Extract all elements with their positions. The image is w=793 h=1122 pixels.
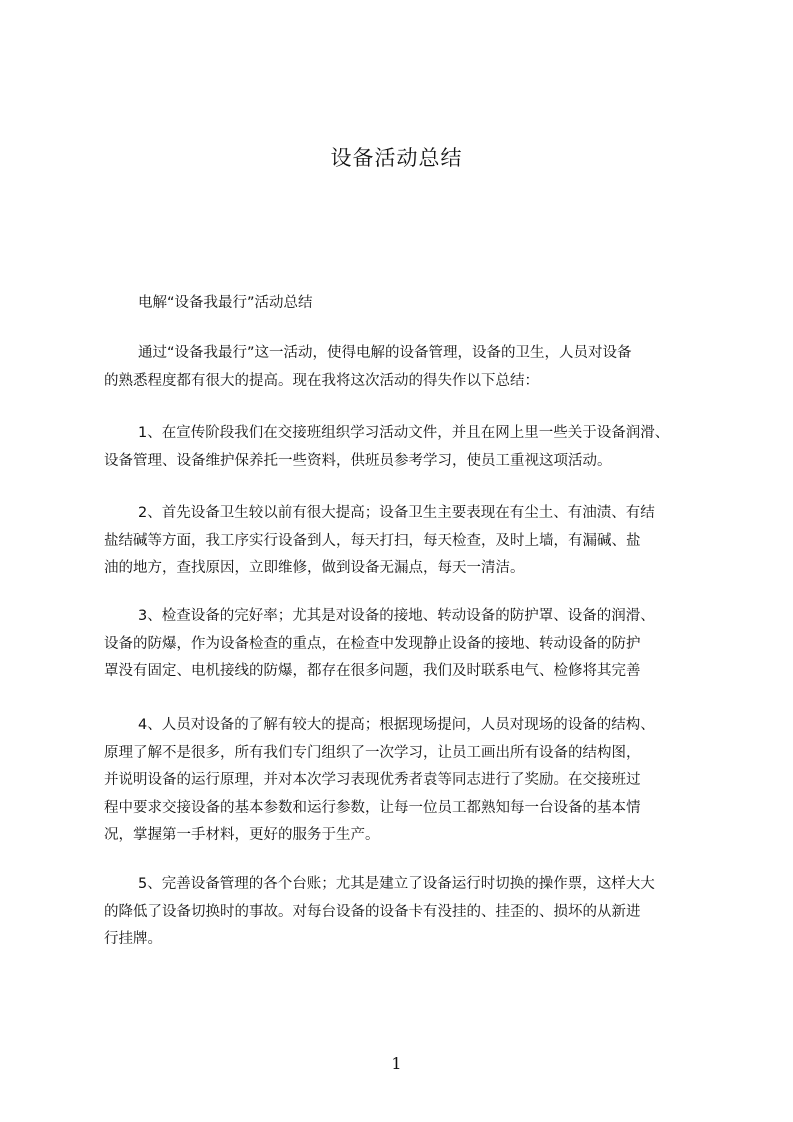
paragraph-item-5 bbox=[104, 871, 704, 954]
document-subtitle: 电解“设备我最行”活动总结 bbox=[138, 295, 313, 311]
paragraph-line: 设备管理、设备维护保养托一些资料，供班员参考学习，使员工重视这项活动。 bbox=[104, 452, 612, 469]
paragraph-item-3 bbox=[104, 603, 704, 686]
paragraph-line: 设备的防爆，作为设备检查的重点，在检查中发现静止设备的接地、转动设备的防护 bbox=[104, 635, 641, 652]
paragraph-line: 4、人员对设备的了解有较大的提高；根据现场提问，人员对现场的设备的结构、 bbox=[138, 717, 655, 733]
paragraph-item-2 bbox=[104, 500, 704, 583]
paragraph-line: 盐结碱等方面，我工序实行设备到人，每天打扫，每天检查，及时上墙，有漏碱、盐 bbox=[104, 532, 641, 549]
paragraph-line: 的熟悉程度都有很大的提高。现在我将这次活动的得失作以下总结： bbox=[104, 372, 539, 389]
paragraph-item-1 bbox=[104, 420, 704, 475]
paragraph-line: 况，掌握第一手材料，更好的服务于生产。 bbox=[104, 827, 380, 843]
page-title: 设备活动总结 bbox=[330, 146, 463, 170]
paragraph-intro bbox=[104, 340, 704, 395]
paragraph-line: 油的地方，查找原因，立即维修，做到设备无漏点，每天一清洁。 bbox=[104, 560, 525, 576]
paragraph-line: 原理了解不是很多，所有我们专门组织了一次学习，让员工画出所有设备的结构图， bbox=[104, 744, 641, 761]
paragraph-line: 通过“设备我最行”这一活动，使得电解的设备管理，设备的卫生，人员对设备 bbox=[138, 345, 632, 361]
paragraph-line: 2、首先设备卫生较以前有很大提高；设备卫生主要表现在有尘土、有油渍、有结 bbox=[138, 505, 655, 521]
paragraph-line: 3、检查设备的完好率；尤其是对设备的接地、转动设备的防护罩、设备的润滑、 bbox=[138, 608, 655, 624]
paragraph-line: 罩没有固定、电机接线的防爆，都存在很多问题，我们及时联系电气、检修将其完善 bbox=[104, 663, 641, 679]
page-number: 1 bbox=[391, 1054, 402, 1073]
paragraph-line: 程中要求交接设备的基本参数和运行参数，让每一位员工都熟知每一台设备的基本情 bbox=[104, 799, 641, 816]
paragraph-item-4 bbox=[104, 712, 704, 850]
paragraph-line: 并说明设备的运行原理，并对本次学习表现优秀者袁等同志进行了奖励。在交接班过 bbox=[104, 772, 641, 788]
paragraph-line: 5、完善设备管理的各个台账；尤其是建立了设备运行时切换的操作票，这样大大 bbox=[138, 876, 655, 892]
paragraph-line: 1、在宣传阶段我们在交接班组织学习活动文件，并且在网上里一些关于设备润滑、 bbox=[138, 425, 670, 441]
paragraph-line: 行挂牌。 bbox=[104, 931, 162, 947]
paragraph-line: 的降低了设备切换时的事故。对每台设备的设备卡有没挂的、挂歪的、损坏的从新进 bbox=[104, 903, 641, 920]
